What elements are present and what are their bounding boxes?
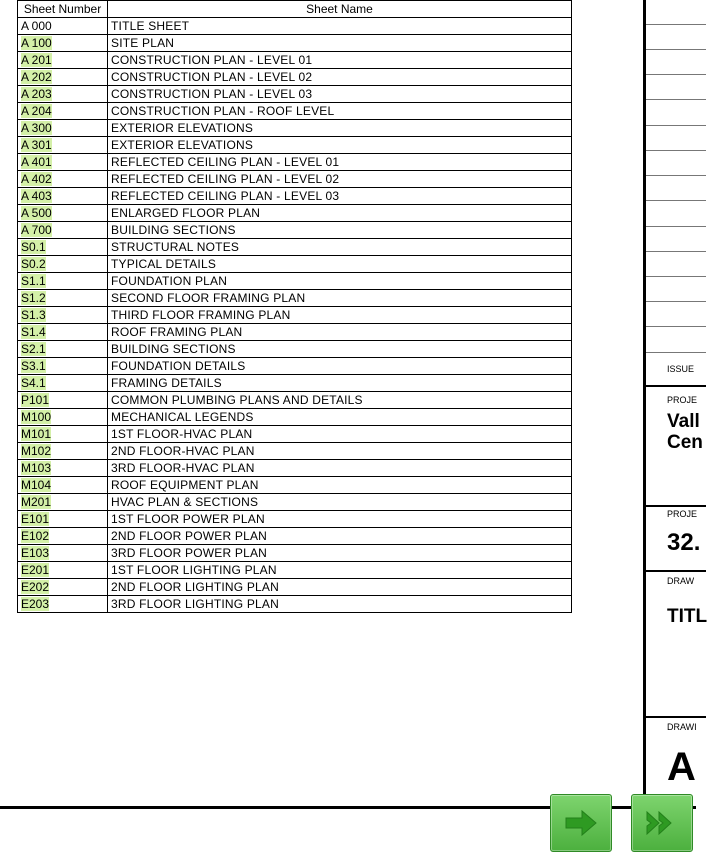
- sheet-row: [18, 205, 572, 222]
- last-page-button[interactable]: [631, 794, 693, 852]
- sheet-name-cell: [108, 86, 572, 103]
- sheet-number: M104: [21, 478, 52, 492]
- sheet-row: [18, 86, 572, 103]
- sheet-number-cell: [18, 443, 108, 460]
- sheet-number: M103: [21, 461, 52, 475]
- revision-row-line: [646, 276, 706, 277]
- sheet-name-cell: [108, 392, 572, 409]
- sheet-number-cell: [18, 375, 108, 392]
- sheet-name-cell: [108, 137, 572, 154]
- sheet-number: M102: [21, 444, 52, 458]
- sheet-name-cell: [108, 273, 572, 290]
- sheet-number: A 700: [21, 223, 52, 237]
- sheet-name-cell: [108, 545, 572, 562]
- sheet-row: [18, 154, 572, 171]
- sheet-number-cell: [18, 460, 108, 477]
- sheet-name: REFLECTED CEILING PLAN - LEVEL 01: [111, 155, 340, 169]
- revision-row-line: [646, 251, 706, 252]
- sheet-name: BUILDING SECTIONS: [111, 342, 236, 356]
- sheet-name-header: Sheet Name: [108, 1, 572, 18]
- sheet-row: [18, 409, 572, 426]
- sheet-number: A 203: [21, 87, 52, 101]
- sheet-row: [18, 375, 572, 392]
- sheet-name: CONSTRUCTION PLAN - LEVEL 01: [111, 53, 313, 67]
- sheet-number-cell: [18, 392, 108, 409]
- sheet-name-cell: [108, 222, 572, 239]
- sheet-number: M100: [21, 410, 52, 424]
- sheet-number-cell: [18, 307, 108, 324]
- sheet-number-cell: [18, 120, 108, 137]
- sheet-number-cell: [18, 528, 108, 545]
- sheet-name-cell: [108, 103, 572, 120]
- sheet-name-cell: [108, 324, 572, 341]
- project-number-label: PROJE: [667, 509, 698, 519]
- sheet-name: SITE PLAN: [111, 36, 175, 50]
- title-block: [643, 0, 706, 808]
- sheet-number-cell: [18, 86, 108, 103]
- sheet-name-cell: [108, 511, 572, 528]
- sheet-name-cell: [108, 18, 572, 35]
- sheet-number: S1.2: [21, 291, 46, 305]
- sheet-name: FOUNDATION PLAN: [111, 274, 228, 288]
- sheet-name-cell: [108, 154, 572, 171]
- sheet-number-header: Sheet Number: [18, 1, 108, 18]
- sheet-name-cell: [108, 307, 572, 324]
- revision-row-line: [646, 150, 706, 151]
- sheet-name-cell: [108, 120, 572, 137]
- sheet-name: EXTERIOR ELEVATIONS: [111, 138, 254, 152]
- sheet-name: FOUNDATION DETAILS: [111, 359, 246, 373]
- sheet-number-cell: [18, 171, 108, 188]
- sheet-number-cell: [18, 341, 108, 358]
- sheet-name-cell: [108, 239, 572, 256]
- sheet-row: [18, 171, 572, 188]
- sheet-number: E101: [21, 512, 50, 526]
- sheet-number: A 500: [21, 206, 52, 220]
- sheet-number: A 301: [21, 138, 52, 152]
- sheet-name: 1ST FLOOR-HVAC PLAN: [111, 427, 253, 441]
- sheet-name-cell: [108, 409, 572, 426]
- sheet-name: 2ND FLOOR LIGHTING PLAN: [111, 580, 279, 594]
- sheet-row: [18, 579, 572, 596]
- project-name: Vall Cen: [667, 411, 703, 453]
- sheet-row: [18, 35, 572, 52]
- sheet-number-cell: [18, 188, 108, 205]
- sheet-name: 1ST FLOOR POWER PLAN: [111, 512, 265, 526]
- sheet-name-cell: [108, 290, 572, 307]
- sheet-name: ROOF FRAMING PLAN: [111, 325, 243, 339]
- sheet-row: [18, 273, 572, 290]
- drawing-title-label: DRAW: [667, 576, 695, 586]
- sheet-number-cell: [18, 596, 108, 613]
- revision-row-line: [646, 74, 706, 75]
- sheet-number: A 202: [21, 70, 52, 84]
- sheet-row: [18, 392, 572, 409]
- sheet-name-cell: [108, 358, 572, 375]
- sheet-name: TITLE SHEET: [111, 19, 190, 33]
- title-block-divider: [646, 570, 706, 572]
- sheet-name: 3RD FLOOR POWER PLAN: [111, 546, 268, 560]
- sheet-name-cell: [108, 443, 572, 460]
- sheet-number-cell: [18, 69, 108, 86]
- sheet-name-cell: [108, 426, 572, 443]
- sheet-row: [18, 460, 572, 477]
- sheet-number-cell: [18, 103, 108, 120]
- sheet-row: [18, 239, 572, 256]
- sheet-number-cell: [18, 324, 108, 341]
- sheet-name-cell: [108, 528, 572, 545]
- revision-row-line: [646, 49, 706, 50]
- sheet-number: M101: [21, 427, 52, 441]
- sheet-number-cell: [18, 239, 108, 256]
- sheet-name-cell: [108, 477, 572, 494]
- revision-row-line: [646, 326, 706, 327]
- sheet-name-cell: [108, 205, 572, 222]
- sheet-number-cell: [18, 494, 108, 511]
- sheet-name: BUILDING SECTIONS: [111, 223, 236, 237]
- sheet-name: SECOND FLOOR FRAMING PLAN: [111, 291, 306, 305]
- sheet-number: S2.1: [21, 342, 46, 356]
- sheet-row: [18, 137, 572, 154]
- sheet-name-cell: [108, 188, 572, 205]
- sheet-number: A 402: [21, 172, 52, 186]
- sheet-number: S0.2: [21, 257, 46, 271]
- sheet-name-cell: [108, 171, 572, 188]
- drawing-number: A: [667, 745, 696, 789]
- sheet-number: E103: [21, 546, 50, 560]
- sheet-name: CONSTRUCTION PLAN - ROOF LEVEL: [111, 104, 335, 118]
- sheet-row: [18, 307, 572, 324]
- sheet-name-cell: [108, 69, 572, 86]
- sheet-number: A 401: [21, 155, 52, 169]
- revision-row-line: [646, 352, 706, 353]
- sheet-row: [18, 562, 572, 579]
- sheet-row: [18, 324, 572, 341]
- title-block-divider: [646, 716, 706, 718]
- sheet-number: E201: [21, 563, 50, 577]
- sheet-number: A 300: [21, 121, 52, 135]
- sheet-row: [18, 290, 572, 307]
- sheet-number: E102: [21, 529, 50, 543]
- sheet-number: A 204: [21, 104, 52, 118]
- sheet-name: CONSTRUCTION PLAN - LEVEL 02: [111, 70, 313, 84]
- sheet-name: EXTERIOR ELEVATIONS: [111, 121, 254, 135]
- sheet-number: S3.1: [21, 359, 46, 373]
- revision-row-line: [646, 99, 706, 100]
- sheet-row: [18, 222, 572, 239]
- sheet-row: [18, 528, 572, 545]
- sheet-row: [18, 426, 572, 443]
- sheet-row: [18, 443, 572, 460]
- drawing-number-label: DRAWI: [667, 722, 697, 732]
- sheet-row: [18, 52, 572, 69]
- sheet-index-header-row: [18, 1, 572, 18]
- sheet-name: COMMON PLUMBING PLANS AND DETAILS: [111, 393, 363, 407]
- sheet-row: [18, 511, 572, 528]
- sheet-row: [18, 18, 572, 35]
- sheet-row: [18, 494, 572, 511]
- sheet-row: [18, 358, 572, 375]
- sheet-number: E202: [21, 580, 50, 594]
- sheet-name-cell: [108, 256, 572, 273]
- sheet-number: S4.1: [21, 376, 46, 390]
- sheet-name: CONSTRUCTION PLAN - LEVEL 03: [111, 87, 313, 101]
- sheet-name: 2ND FLOOR POWER PLAN: [111, 529, 268, 543]
- title-block-divider: [646, 385, 706, 387]
- sheet-name: 3RD FLOOR-HVAC PLAN: [111, 461, 255, 475]
- sheet-number-cell: [18, 290, 108, 307]
- sheet-number-cell: [18, 154, 108, 171]
- sheet-name: REFLECTED CEILING PLAN - LEVEL 03: [111, 189, 340, 203]
- sheet-name-cell: [108, 52, 572, 69]
- revision-row-line: [646, 125, 706, 126]
- sheet-number: S1.1: [21, 274, 46, 288]
- sheet-name: FRAMING DETAILS: [111, 376, 222, 390]
- sheet-number-cell: [18, 18, 108, 35]
- sheet-number: A 100: [21, 36, 52, 50]
- sheet-row: [18, 188, 572, 205]
- sheet-row: [18, 545, 572, 562]
- sheet-number-cell: [18, 511, 108, 528]
- sheet-number-cell: [18, 52, 108, 69]
- arrow-right-icon: [563, 809, 599, 837]
- sheet-name: MECHANICAL LEGENDS: [111, 410, 254, 424]
- sheet-name: 1ST FLOOR LIGHTING PLAN: [111, 563, 277, 577]
- sheet-number-cell: [18, 205, 108, 222]
- sheet-number-cell: [18, 409, 108, 426]
- sheet-number: M201: [21, 495, 52, 509]
- issue-label: ISSUE: [667, 364, 695, 374]
- sheet-row: [18, 69, 572, 86]
- sheet-number-cell: [18, 562, 108, 579]
- drawing-title: TITL: [667, 606, 707, 627]
- revision-row-line: [646, 24, 706, 25]
- sheet-name: HVAC PLAN & SECTIONS: [111, 495, 259, 509]
- sheet-number: A 201: [21, 53, 52, 67]
- sheet-row: [18, 596, 572, 613]
- sheet-name-cell: [108, 596, 572, 613]
- sheet-name-cell: [108, 375, 572, 392]
- sheet-number-cell: [18, 137, 108, 154]
- sheet-name-cell: [108, 494, 572, 511]
- sheet-number-cell: [18, 256, 108, 273]
- sheet-name-cell: [108, 341, 572, 358]
- revision-row-line: [646, 301, 706, 302]
- sheet-name: THIRD FLOOR FRAMING PLAN: [111, 308, 291, 322]
- title-block-divider: [646, 505, 706, 507]
- sheet-name: ROOF EQUIPMENT PLAN: [111, 478, 259, 492]
- sheet-name-cell: [108, 562, 572, 579]
- sheet-row: [18, 341, 572, 358]
- sheet-number: S1.4: [21, 325, 46, 339]
- sheet-name: STRUCTURAL NOTES: [111, 240, 240, 254]
- sheet-number: A 000: [21, 19, 52, 33]
- sheet-row: [18, 477, 572, 494]
- double-chevron-right-icon: [644, 809, 680, 837]
- revision-row-line: [646, 200, 706, 201]
- sheet-number: S0.1: [21, 240, 46, 254]
- sheet-name-cell: [108, 35, 572, 52]
- project-name-label: PROJE: [667, 395, 698, 405]
- sheet-row: [18, 103, 572, 120]
- sheet-name: TYPICAL DETAILS: [111, 257, 217, 271]
- sheet-name-cell: [108, 460, 572, 477]
- sheet-name: 2ND FLOOR-HVAC PLAN: [111, 444, 255, 458]
- sheet-number-cell: [18, 35, 108, 52]
- sheet-number: S1.3: [21, 308, 46, 322]
- revision-row-line: [646, 175, 706, 176]
- sheet-row: [18, 120, 572, 137]
- sheet-name: ENLARGED FLOOR PLAN: [111, 206, 261, 220]
- sheet-index-table: [17, 0, 572, 613]
- sheet-name: REFLECTED CEILING PLAN - LEVEL 02: [111, 172, 340, 186]
- sheet-number-cell: [18, 545, 108, 562]
- sheet-number-cell: [18, 273, 108, 290]
- next-page-button[interactable]: [550, 794, 612, 852]
- sheet-number-cell: [18, 579, 108, 596]
- sheet-name-cell: [108, 579, 572, 596]
- sheet-number: A 403: [21, 189, 52, 203]
- sheet-number: P101: [21, 393, 50, 407]
- sheet-number-cell: [18, 222, 108, 239]
- sheet-name: 3RD FLOOR LIGHTING PLAN: [111, 597, 279, 611]
- project-number: 32.: [667, 529, 701, 556]
- sheet-number-cell: [18, 426, 108, 443]
- sheet-row: [18, 256, 572, 273]
- sheet-number: E203: [21, 597, 50, 611]
- revision-row-line: [646, 226, 706, 227]
- sheet-number-cell: [18, 358, 108, 375]
- sheet-number-cell: [18, 477, 108, 494]
